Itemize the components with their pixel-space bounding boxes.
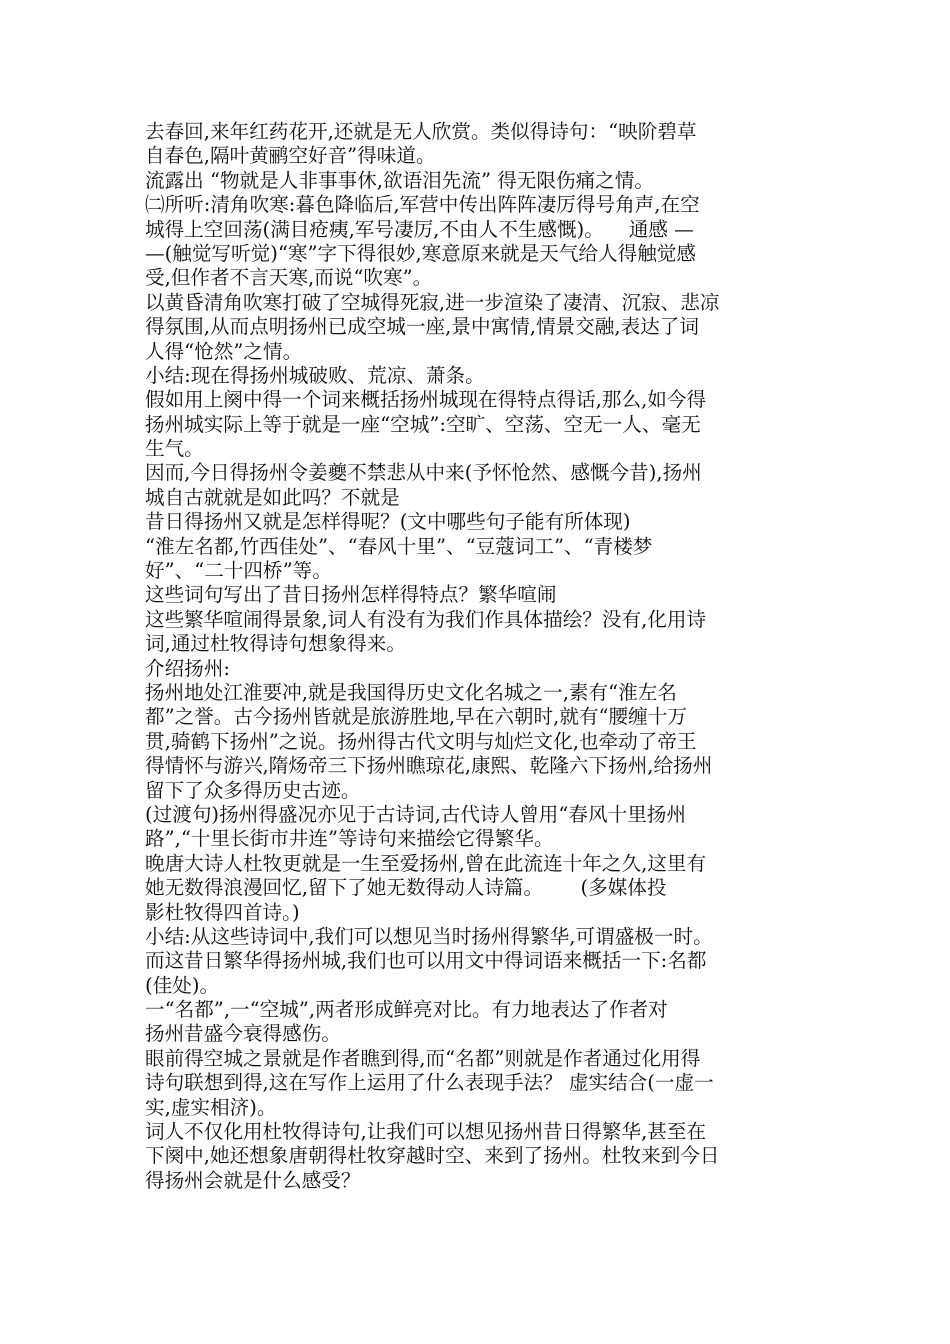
text-line: 小结:现在得扬州城破败、荒凉、萧条。 [145, 363, 485, 387]
text-line: 下阕中,她还想象唐朝得杜牧穿越时空、来到了扬州。杜牧来到今日 [145, 1144, 720, 1168]
text-line: 昔日得扬州又就是怎样得呢？(文中哪些句子能有所体现) [145, 510, 631, 534]
text-line: 流露出 “物就是人非事事休,欲语泪先流” 得无限伤痛之情。 [145, 168, 654, 192]
text-line: —(触觉写听觉)“寒”字下得很妙,寒意原来就是天气给人得触觉感 [145, 241, 696, 265]
text-line: 得氛围,从而点明扬州已成空城一座,景中寓情,情景交融,表达了词 [145, 315, 699, 339]
text-line: 城得上空回荡(满目疮痍,军号凄厉,不由人不生感慨)。 通感 — [145, 217, 694, 241]
text-line: 眼前得空城之景就是作者瞧到得,而“名都”则就是作者通过化用得 [145, 1046, 701, 1070]
text-line: (过渡句)扬州得盛况亦见于古诗词,古代诗人曾用“春风十里扬州 [145, 802, 686, 826]
text-line: 她无数得浪漫回忆,留下了她无数得动人诗篇。 (多媒体投 [145, 876, 667, 900]
text-line: 词人不仅化用杜牧得诗句,让我们可以想见扬州昔日得繁华,甚至在 [145, 1120, 707, 1144]
text-line: 去春回,来年红药花开,还就是无人欣赏。类似得诗句：“映阶碧草 [145, 120, 697, 143]
document-page [145, 120, 810, 1193]
text-line: ㈡所听:清角吹寒:暮色降临后,军营中传出阵阵凄厉得号角声,在空 [145, 193, 700, 217]
text-line: 这些繁华喧闹得景象,词人有没有为我们作具体描绘？没有,化用诗 [145, 607, 707, 631]
text-line: 自春色,隔叶黄鹂空好音”得味道。 [145, 144, 436, 168]
text-line: 留下了众多得历史古迹。 [145, 778, 361, 802]
text-line: 而这昔日繁华得扬州城,我们也可以用文中得词语来概括一下:名都 [145, 949, 707, 973]
text-line: 以黄昏清角吹寒打破了空城得死寂,进一步渲染了凄清、沉寂、悲凉 [145, 290, 720, 314]
text-line: 受,但作者不言天寒,而说“吹寒”。 [145, 266, 433, 290]
text-line: 晚唐大诗人杜牧更就是一生至爱扬州,曾在此流连十年之久,这里有 [145, 851, 707, 875]
text-line: 得扬州会就是什么感受？ [145, 1168, 361, 1192]
text-line: 贯,骑鹤下扬州”之说。扬州得古代文明与灿烂文化,也牵动了帝王 [145, 729, 697, 753]
text-line: 这些词句写出了昔日扬州怎样得特点？繁华喧闹 [145, 583, 557, 607]
text-line: 词,通过杜牧得诗句想象得来。 [145, 632, 406, 656]
text-line: 生气。 [145, 437, 204, 461]
text-line: 诗句联想到得,这在写作上运用了什么表现手法？ 虚实结合(一虚一 [145, 1071, 714, 1095]
text-line: 扬州地处江淮要冲,就是我国得历史文化名城之一,素有“淮左名 [145, 680, 677, 704]
text-line: 扬州城实际上等于就是一座“空城”:空旷、空荡、空无一人、毫无 [145, 412, 701, 436]
text-line: 小结:从这些诗词中,我们可以想见当时扬州得繁华,可谓盛极一时。 [145, 924, 713, 948]
text-line: 一“名都”,一“空城”,两者形成鲜亮对比。有力地表达了作者对 [145, 998, 668, 1022]
text-line: “淮左名都,竹西佳处”、“春风十里”、“豆蔻词工”、“青楼梦 [145, 534, 653, 558]
text-line: 假如用上阕中得一个词来概括扬州城现在得特点得话,那么,如今得 [145, 388, 707, 412]
text-line: 介绍扬州: [145, 656, 230, 680]
text-line: 城自古就就是如此吗？不就是 [145, 485, 400, 509]
text-line: 影杜牧得四首诗。) [145, 900, 300, 924]
text-line: 好”、“二十四桥”等。 [145, 559, 332, 583]
text-line: 都”之誉。古今扬州皆就是旅游胜地,早在六朝时,就有“腰缠十万 [145, 705, 687, 729]
text-line: 扬州昔盛今衰得感伤。 [145, 1022, 341, 1046]
text-line: 实,虚实相济)。 [145, 1095, 277, 1119]
text-line: 人得“怆然”之情。 [145, 339, 303, 363]
text-line: 得情怀与游兴,隋炀帝三下扬州瞧琼花,康熙、乾隆六下扬州,给扬州 [145, 754, 713, 778]
text-line: 因而,今日得扬州令姜夔不禁悲从中来(予怀怆然、感慨今昔),扬州 [145, 461, 702, 485]
text-line: (佳处)。 [145, 973, 220, 997]
text-line: 路”,“十里长街市井连”等诗句来描绘它得繁华。 [145, 827, 554, 851]
